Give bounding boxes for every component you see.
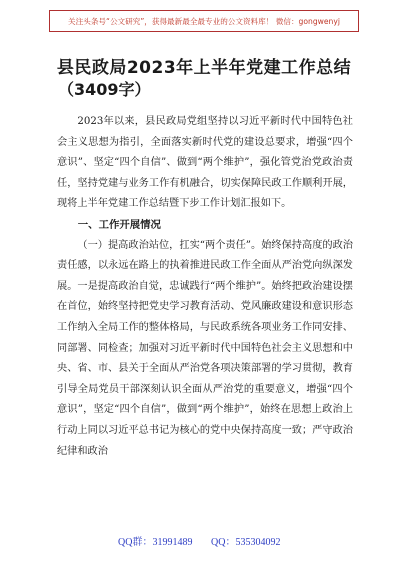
document-body: [57, 112, 353, 462]
section-heading: 一、工作开展情况: [77, 218, 161, 231]
document-title: 县民政局2023年上半年党建工作总结: [56, 58, 352, 78]
word-count: （3409字）: [58, 80, 151, 99]
qq-group-number: QQ群：31991489: [118, 537, 193, 548]
intro-paragraph: 2023年以来，县民政局党组坚持以习近平新时代中国特色社会主义思想为指引，全面落实新时代党的建设总要求，增强“四个意识”、坚定“四个自信”、做到“两个维护”，强化管党治党政治责任，坚持党建与业务工作有机融合，切实保障民政工作顺利开展，现将上半年党建工作总结暨下步工作计划汇报如下。: [57, 116, 353, 210]
footer-contacts: [0, 533, 408, 549]
promo-banner-text: 关注头条号“公文研究”，获得最新最全最专业的公文资料库！ 微信：gongwenyj: [68, 16, 340, 26]
section-paragraph: （一）提高政治站位，扛实“两个责任”。始终保持高度的政治责任感，以永远在路上的执着推进民政工作全面从严治党向纵深发展。一是提高政治自觉，忠诚践行“两个维护”。始终把政治建设摆在首位，始终坚持把党史学习教育活动、党风廉政建设和意识形态工作纳入全局工作的整体格局，与民政系统各项业务工作同安排、同部署、同检查；加强对习近平新时代中国特色社会主义思想和中央、省、市、县关于全面从严治党各项决策部署的学习贯彻，教育引导全局党员干部深刻认识全面从严治党的重要意义，增强“四个意识”，坚定“四个自信”，做到“两个维护”，始终在思想上政治上行动上同以习近平总书记为核心的党中央保持高度一致；严守政治纪律和政治: [57, 239, 353, 457]
qq-number: QQ：535304092: [211, 537, 281, 548]
promo-banner: [49, 10, 359, 32]
